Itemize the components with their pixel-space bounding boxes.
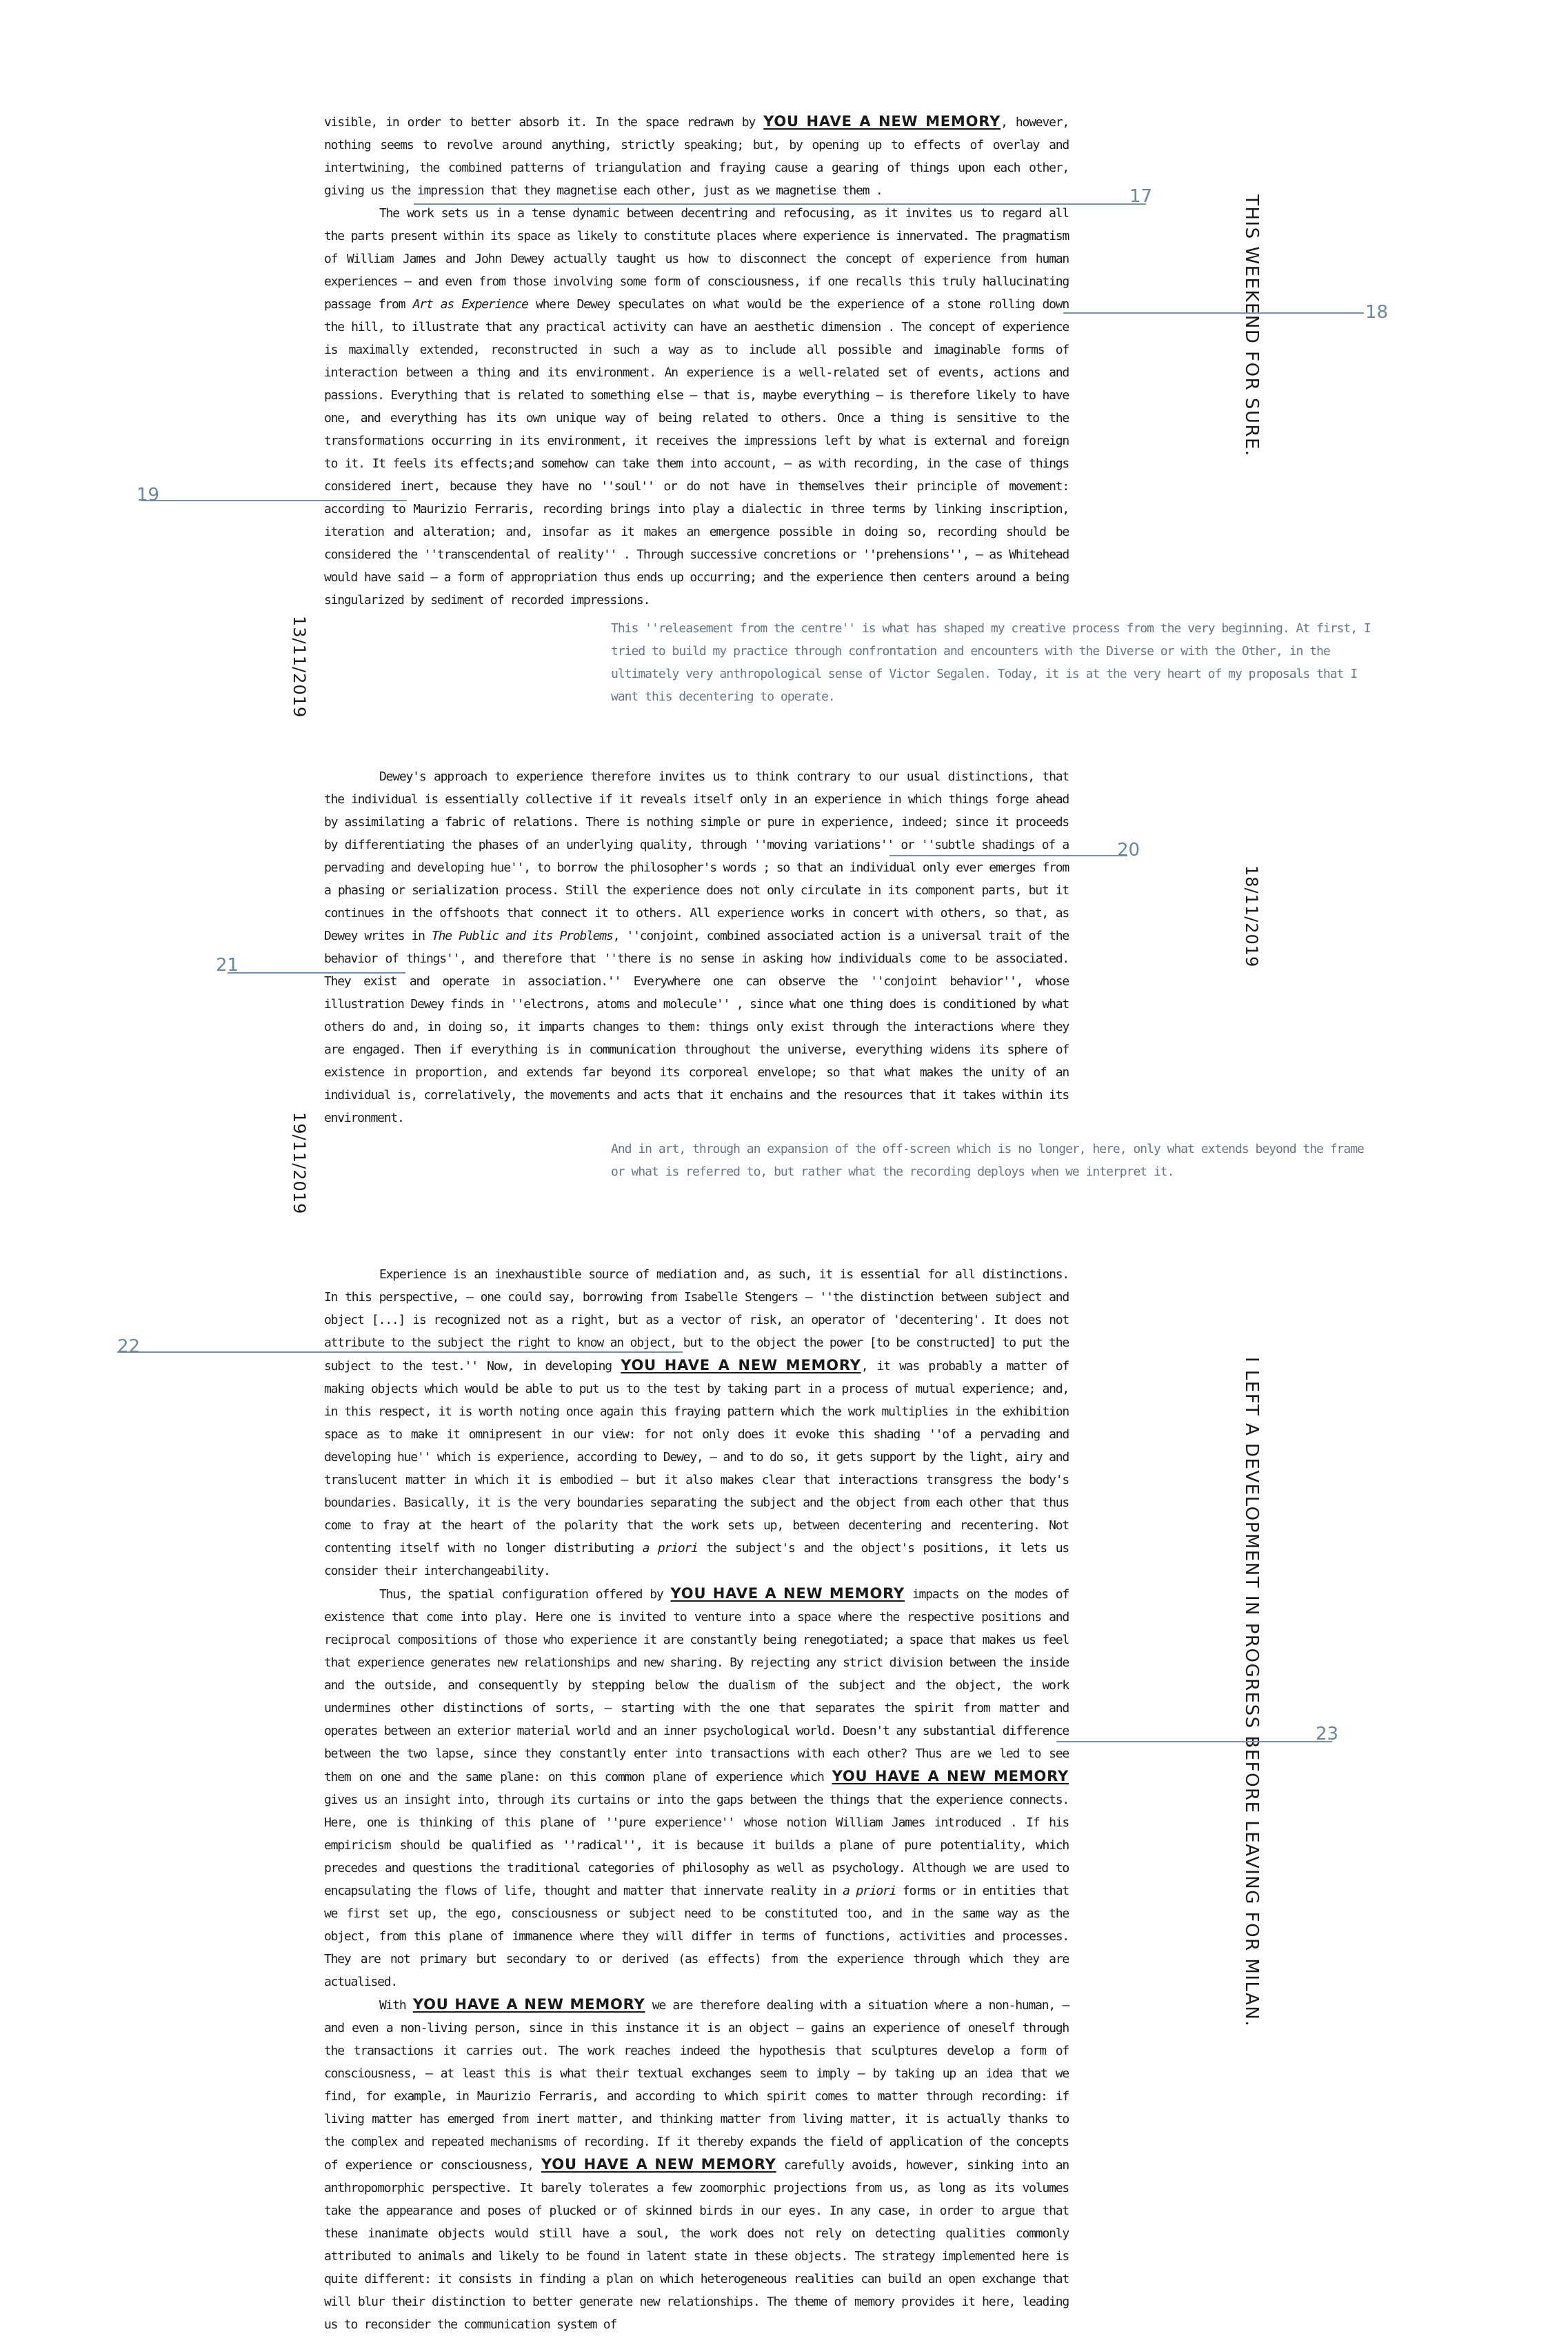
memory-title: YOU HAVE A NEW MEMORY [832,1768,1069,1784]
memory-title: YOU HAVE A NEW MEMORY [670,1585,905,1602]
book-title: Art as Experience [412,297,528,312]
paragraph: Thus, the spatial configuration offered by YOU HAVE A NEW MEMORY impacts on the modes of existence that come into play. Here one is invited to venture into a space where the respective positions and reciprocal compositions of those who experience it are constantly being renegotiated; a space that makes us feel that experience generates new relationships and new sharing. By rejecting any strict division between the inside and the outside, and consequently by stepping below the dualism of the subject and the object, the work undermines other distinctions of sorts, — starting with the one that separates the spirit from matter and operates between an exterior material world and an inner psychological world. Doesn't any substantial difference between the two lapse, since they constantly enter into transactions with each other? Thus are we led to see them on one and the same plane: on this common plane of experience which YOU HAVE A NEW MEMORY gives us an insight into, through its curtains or into the gaps between the things that the experience connects. Here, one is thinking of this plane of ''pure experience'' whose notion William James introduced . If his empiricism should be qualified as ''radical'', it is because it builds a plane of pure potentiality, which precedes and questions the traditional categories of philosophy as well as psychology. Although we are used to encapsulating the flows of life, thought and matter that innervate reality in a priori forms or in entities that we first set up, the ego, consciousness or subject need to be constituted too, and in the same way as the object, from this plane of immanence where they will differ in terms of functions, activities and processes. They are not primary but secondary to or derived (as effects) from the experience through which they are actualised. [324,1585,1069,1989]
footnote-number: 18 [1365,302,1389,323]
pull-quote-1: This ''releasement from the centre'' is what has shaped my creative process from the very beginning. At first, I tried to build my practice through confrontation and encounters with the Diverse or with the Other, in the ultimately very anthropological sense of Victor Segalen. Today, it is at the very heart of my proposals that I want this decentering to operate. [611,621,1371,704]
paragraph: The work sets us in a tense dynamic between decentring and refocusing, as it invites us to regard all the parts present within its space as likely to constitute places where experience is innervated. The pragmatism of William James and John Dewey actually taught us how to disconnect the concept of experience from human experiences — and even from those involving some form of consciousness, if one recalls this truly hallucinating passage from Art as Experience where Dewey speculates on what would be the experience of a stone rolling down the hill, to illustrate that any practical activity can have an aesthetic dimension . The concept of experience is maximally extended, reconstructed in such a way as to include all possible and imaginable forms of interaction between a thing and its environment. An experience is a well-related set of events, actions and passions. Everything that is related to something else — that is, maybe everything — is therefore likely to have one, and everything has its own unique way of being related to others. Once a thing is sensitive to the transformations occurring in its environment, it receives the impressions left by what is external and foreign to it. It feels its effects;and somehow can take them into account, — as with recording, in the case of things considered inert, because they have no ''soul'' or do not have in themselves their principle of movement: according to Maurizio Ferraris, recording brings into play a dialectic in three terms by linking inscription, iteration and alteration; and, insofar as it makes an emergence possible in doing so, recording should be considered the ''transcendental of reality'' . Through successive concretions or ''prehensions'', — as Whitehead would have said — a form of appropriation thus ends up occurring; and the experience then centers around a being singularized by sediment of recorded impressions. [324,206,1069,607]
date-label: 19/11/2019 [290,1112,309,1215]
date-label: 13/11/2019 [290,616,309,718]
footnote-number: 19 [137,485,160,505]
footnote-number: 22 [117,1336,141,1357]
pull-quote-2: And in art, through an expansion of the off-screen which is no longer, here, only what extends beyond the frame or what is referred to, but rather what the recording deploys when we interpret it. [611,1142,1364,1179]
text-block-2 [324,765,1069,1129]
footnote-leader-line [141,500,407,501]
footnote-leader-line [889,855,1127,856]
paragraph: Dewey's approach to experience therefore invites us to think contrary to our usual distinctions, that the individual is essentially collective if it reveals itself only in an experience in which things forge ahead by assimilating a fabric of relations. There is nothing simple or pure in experience, indeed; since it proceeds by differentiating the phases of an underlying quality, through ''moving variations'' or ''subtle shadings of a pervading and developing hue'', to borrow the philosopher's words ; so that an individual only ever emerges from a phasing or serialization process. Still the experience does not only circulate in its component parts, but it continues in the offshoots that connect it to others. All experience works in concert with others, so that, as Dewey writes in The Public and its Problems, ''conjoint, combined associated action is a universal trait of the behavior of things'', and therefore that ''there is no sense in asking how individuals come to be associated. They exist and operate in association.'' Everywhere one can observe the ''conjoint behavior'', whose illustration Dewey finds in ''electrons, atoms and molecule'' , since what one thing does is conditioned by what others do and, in doing so, it imparts changes to them: things only exist through the interactions where they are engaged. Then if everything is in communication throughout the universe, everything widens its sphere of existence in proportion, and extends far beyond its corporeal envelope; so that what makes the unity of an individual is, correlatively, the movements and acts that it enchains and the resources that it takes within its environment. [324,769,1069,1125]
margin-note: I LEFT A DEVELOPMENT IN PROGRESS BEFORE LEAVING FOR MILAN. [1241,1357,1262,2028]
footnote-leader-line [1063,312,1364,314]
memory-title: YOU HAVE A NEW MEMORY [541,2156,776,2173]
footnote-leader-line [414,203,1146,205]
text-block-3 [324,1263,1069,2336]
paragraph: Experience is an inexhaustible source of mediation and, as such, it is essential for all distinctions. In this perspective, — one could say, borrowing from Isabelle Stengers — ''the distinction between subject and object [...] is recognized not as a right, but as a vector of risk, an operator of 'decentering'. It does not attribute to the subject the right to know an object, but to the object the power [to be constructed] to put the subject to the test.'' Now, in developing YOU HAVE A NEW MEMORY, it was probably a matter of making objects which would be able to put us to the test by taking part in a process of mutual experience; and, in this respect, it is worth noting once again this fraying pattern which the work multiplies in the exhibition space as to make it omnipresent in our view: for not only does it evoke this shading ''of a pervading and developing hue'' which is experience, according to Dewey, — and to do so, it gets support by the light, airy and translucent matter in which it is embodied — but it also makes clear that interactions transgress the body's boundaries. Basically, it is the very boundaries separating the subject and the object from each other that thus come to fray at the heart of the polarity that the work sets up, between decentering and recentering. Not contenting itself with no longer distributing a priori the subject's and the object's positions, it lets us consider their interchangeability. [324,1267,1069,1578]
italic-term: a priori [642,1541,698,1555]
memory-title: YOU HAVE A NEW MEMORY [412,1996,645,2013]
footnote-number: 21 [216,955,239,976]
footnote-number: 23 [1316,1724,1339,1744]
footnote-number: 20 [1117,840,1140,860]
text-block-1 [324,110,1069,612]
margin-note: THIS WEEKEND FOR SURE. [1241,194,1262,457]
footnote-leader-line [228,972,405,974]
date-label: 18/11/2019 [1242,865,1261,968]
paragraph: visible, in order to better absorb it. In the space redrawn by YOU HAVE A NEW MEMORY, however, nothing seems to revolve around anything, strictly speaking; but, by opening up to effects of overlay and intertwining, the combined patterns of triangulation and fraying cause a gearing of things upon each other, giving us the impression that they magnetise each other, just as we magnetise them . [324,113,1069,198]
footnote-leader-line [117,1351,683,1353]
book-title: The Public and its Problems [432,929,613,943]
footnote-leader-line [1056,1741,1332,1742]
memory-title: YOU HAVE A NEW MEMORY [763,113,1001,130]
paragraph: With YOU HAVE A NEW MEMORY we are therefore dealing with a situation where a non-human, — and even a non-living person, since in this instance it is an object — gains an experience of oneself through the transactions it carries out. The work reaches indeed the hypothesis that sculptures develop a form of consciousness, — at least this is what their textual exchanges seem to imply — by taking up an idea that we find, for example, in Maurizio Ferraris, and according to which spirit comes to matter through recording: if living matter has emerged from inert matter, and thinking matter from living matter, it is actually thanks to the complex and repeated mechanisms of recording. If it thereby expands the field of application of the concepts of experience or consciousness, YOU HAVE A NEW MEMORY carefully avoids, however, sinking into an anthropomorphic perspective. It barely tolerates a few zoomorphic projections from us, as long as its volumes take the appearance and poses of plucked or of skinned birds in our eyes. In any case, in order to argue that these inanimate objects would still have a soul, the work does not rely on detecting qualities commonly attributed to animals and likely to be found in latent state in these objects. The strategy implemented here is quite different: it consists in finding a plan on which heterogeneous realities can build an open exchange that will blur their distinction to better generate new relationships. The theme of memory provides it here, leading us to reconsider the communication system of [324,1996,1069,2332]
memory-title: YOU HAVE A NEW MEMORY [621,1357,861,1373]
italic-term: a priori [843,1884,896,1898]
footnote-number: 17 [1129,186,1153,207]
